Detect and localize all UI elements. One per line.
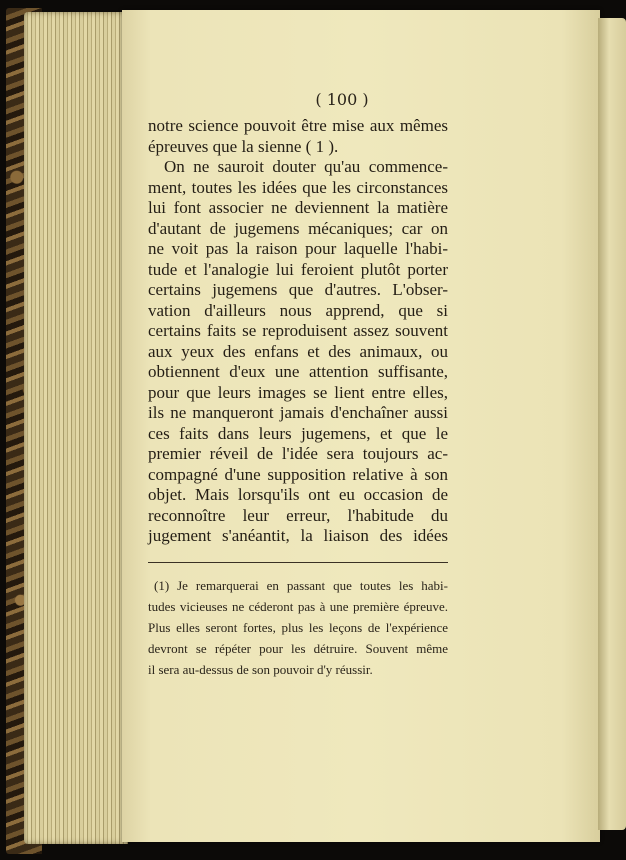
facing-page-edge <box>598 18 626 830</box>
text-line: ment, toutes les idées que les circonstances <box>148 177 448 197</box>
page-edges <box>24 12 128 844</box>
text-line: pour que leurs images se lient entre elles, <box>148 382 448 402</box>
text-line: premier réveil de l'idée sera toujours ac- <box>148 444 448 463</box>
text-line: aux yeux des enfans et des animaux, ou <box>148 341 448 361</box>
text-line: compagné d'une supposition relative à son <box>148 464 448 484</box>
footnote-rule <box>148 562 448 563</box>
footnote <box>148 575 448 680</box>
footnote-line: (1) Je remarquerai en passant que toutes les habi- <box>154 578 448 593</box>
footnote-line: devront se répéter pour les détruire. Souvent même <box>148 641 448 656</box>
text-line: ils ne manqueront jamais d'enchaîner aussi <box>148 403 448 422</box>
text-line: certains faits se reproduisent assez souvent <box>148 321 448 340</box>
text-line: objet. Mais lorsqu'ils ont eu occasion de <box>148 485 448 504</box>
text-line: ces faits dans leurs jugemens, et que le <box>148 423 448 443</box>
footnote-line: Plus elles seront fortes, plus les leçons de l'expérience <box>148 620 448 635</box>
page-number: ( 100 ) <box>315 90 369 109</box>
text-line: obtiennent d'eux une attention suffisante, <box>148 362 448 381</box>
text-line: jugement s'anéantit, la liaison des idées <box>148 526 448 545</box>
text-line: épreuves que la sienne ( 1 ). <box>148 136 339 156</box>
text-line: certains jugemens que d'autres. L'obser- <box>148 280 448 299</box>
text-line: d'autant de jugemens mécaniques; car on <box>148 218 448 238</box>
body-text <box>148 116 448 547</box>
text-line: reconnoître leur erreur, l'habitude du <box>148 505 448 525</box>
text-line: notre science pouvoit être mise aux mêmes <box>148 116 448 135</box>
footnote-line: tudes vicieuses ne céderont pas à une première épreuve. <box>148 599 448 614</box>
text-line: ne voit pas la raison pour laquelle l'habi- <box>148 239 448 258</box>
text-line: lui font associer ne deviennent la matière <box>148 198 448 217</box>
text-line: tude et l'analogie lui feroient plutôt porter <box>148 259 448 279</box>
text-line: On ne sauroit douter qu'au commence- <box>164 157 448 176</box>
footnote-line: il sera au-dessus de son pouvoir d'y réussir. <box>148 662 373 677</box>
text-line: vation d'ailleurs nous apprend, que si <box>148 300 448 320</box>
